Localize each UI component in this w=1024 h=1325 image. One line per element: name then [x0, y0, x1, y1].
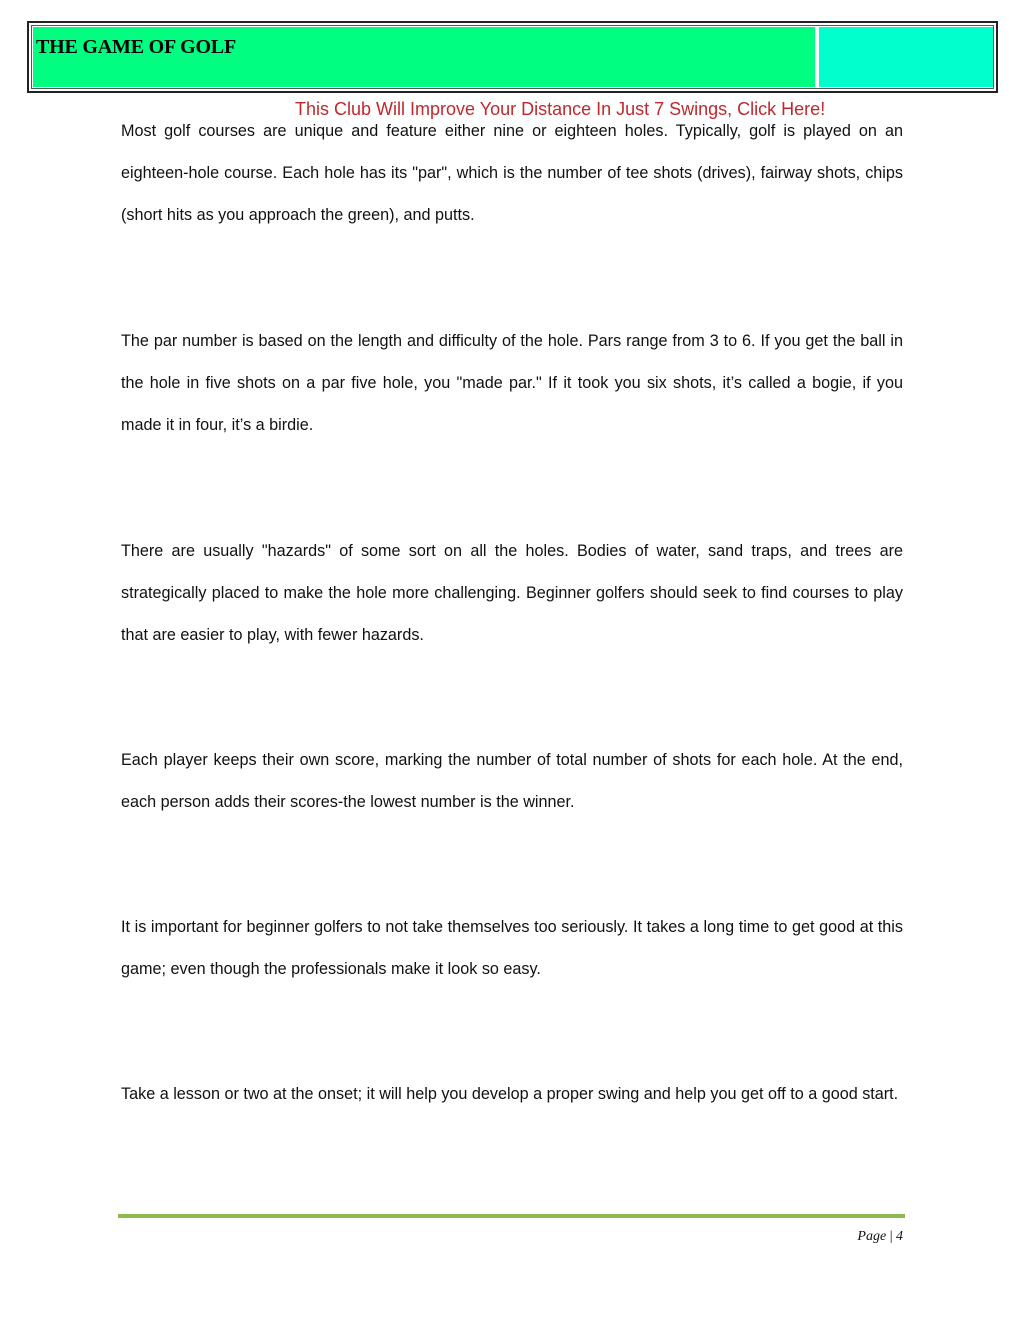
paragraph-par-scoring: The par number is based on the length and difficulty of the hole. Pars range from 3 to 6. If you get the ball in the hole in five shots on a par five hole, you "made par." If it took you six shots, it’s called a bogie, if you made it in four, it’s a birdie.: [121, 332, 903, 434]
page-separator: |: [889, 1229, 893, 1244]
paragraph-take-lesson: Take a lesson or two at the onset; it will help you develop a proper swing and help you get off to a good start.: [121, 1085, 899, 1103]
paragraph-beginner-attitude: It is important for beginner golfers to not take themselves too seriously. It takes a long time to get good at this game; even though the professionals make it look so easy.: [121, 918, 903, 978]
document-title: THE GAME OF GOLF: [36, 36, 236, 58]
promo-link[interactable]: This Club Will Improve Your Distance In Just 7 Swings, Click Here!: [295, 99, 826, 119]
paragraph-keeping-score: Each player keeps their own score, marking the number of total number of shots for each hole. At the end, each person adds their scores-the lowest number is the winner.: [121, 751, 903, 811]
footer-divider: [118, 1214, 905, 1218]
paragraph-course-holes: Most golf courses are unique and feature either nine or eighteen holes. Typically, golf is played on an eighteen-hole course. Each hole has its "par", which is the number of tee shots (drives), fairway shots, chips (short hits as you approach the green), and putts.: [121, 122, 903, 224]
page-number: [857, 1229, 903, 1245]
header-accent-band: [819, 27, 993, 87]
page-label: Page: [857, 1229, 887, 1244]
page-number-value: 4: [896, 1229, 903, 1244]
paragraph-hazards: There are usually "hazards" of some sort on all the holes. Bodies of water, sand traps, and trees are strategically placed to make the hole more challenging. Beginner golfers should seek to find courses to play that are easier to play, with fewer hazards.: [121, 542, 903, 644]
